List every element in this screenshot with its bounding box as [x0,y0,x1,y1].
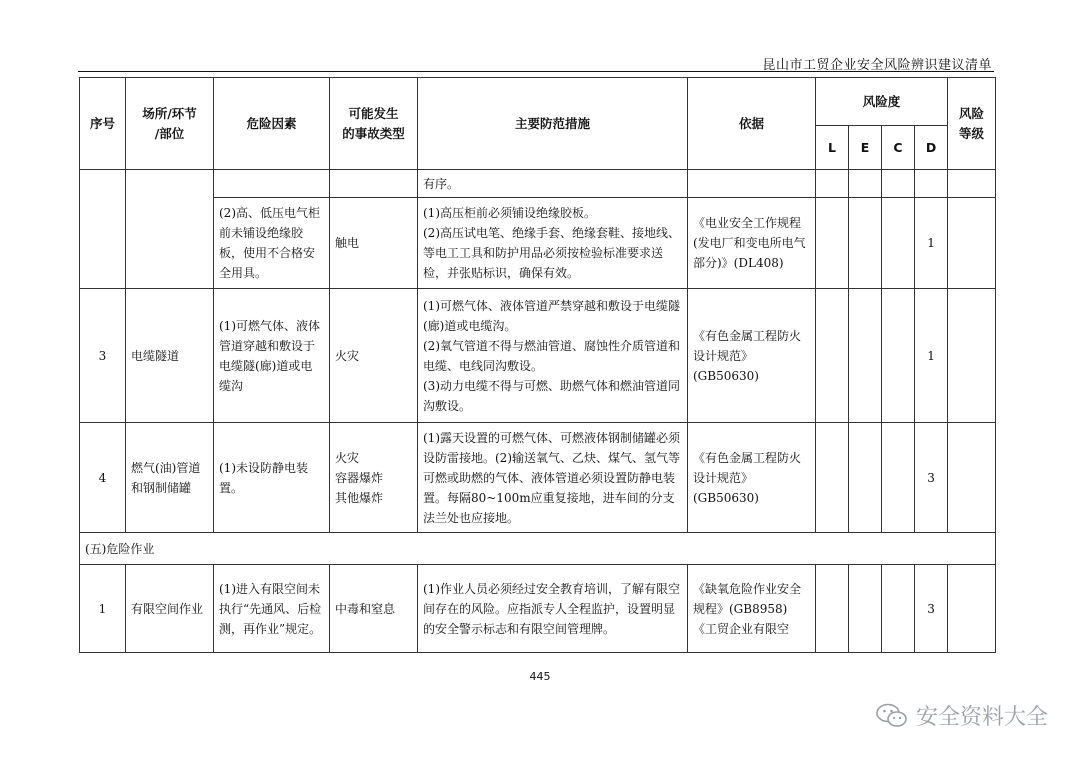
cell-hazard: (1)进入有限空间未执行“先通风、后检测，再作业”规定。 [214,565,330,653]
cell-D: 3 [915,565,948,653]
cell-D: 3 [915,423,948,533]
col-header-hazard: 危险因素 [214,78,330,170]
cell-hazard [214,170,330,198]
cell-seq: 4 [80,423,126,533]
watermark [876,700,1048,731]
col-header-seq: 序号 [80,78,126,170]
cell-measures: (1)高压柜前必须铺设绝缘胶板。 (2)高压试电笔、绝缘手套、绝缘套鞋、接地线、等电工工具和防护用品必须按检验标准要求送检，并张贴标识，确保有效。 [418,198,688,289]
cell-basis: 《缺氧危险作业安全规程》(GB8958) 《工贸企业有限空 [688,565,816,653]
col-header-E: E [849,126,882,170]
document-header-title: 昆山市工贸企业安全风险辨识建议清单 [762,58,992,73]
cell-measures: (1)可燃气体、液体管道严禁穿越和敷设于电缆隧(廊)道或电缆沟。 (2)氧气管道不得与燃油管道、腐蚀性介质管道和电缆、电线同沟敷设。 (3)动力电缆不得与可燃、助燃气体和燃油管道同沟敷设。 [418,289,688,423]
cell-D: 1 [915,289,948,423]
cell-place [126,170,214,289]
cell-basis: 《电业安全工作规程(发电厂和变电所电气部分)》(DL408) [688,198,816,289]
risk-table [79,77,996,653]
col-header-D: D [915,126,948,170]
col-header-C: C [882,126,915,170]
cell-hazard: (1)可燃气体、液体管道穿越和敷设于电缆隧(廊)道或电缆沟 [214,289,330,423]
col-header-measures: 主要防范措施 [418,78,688,170]
cell-measures: (1)作业人员必须经过安全教育培训，了解有限空间存在的风险。应指派专人全程监护，设置明显的安全警示标志和有限空间管理牌。 [418,565,688,653]
table-row [80,423,996,533]
page-number: 445 [529,670,551,683]
col-header-accident: 可能发生 的事故类型 [330,78,418,170]
section-row [80,533,996,565]
col-header-place: 场所/环节 /部位 [126,78,214,170]
cell-accident: 中毒和窒息 [330,565,418,653]
cell-place: 有限空间作业 [126,565,214,653]
cell-accident: 火灾 [330,289,418,423]
cell-basis: 《有色金属工程防火设计规范》(GB50630) [688,289,816,423]
cell-place: 电缆隧道 [126,289,214,423]
col-header-level: 风险 等级 [948,78,996,170]
cell-accident: 火灾 容器爆炸 其他爆炸 [330,423,418,533]
cell-seq: 1 [80,565,126,653]
col-header-risk-degree: 风险度 [816,78,948,126]
wechat-icon [876,703,908,729]
cell-measures: (1)露天设置的可燃气体、可燃液体钢制储罐必须设防雷接地。(2)输送氧气、乙炔、煤气、氢气等可燃或助燃的气体、液体管道必须设置防静电装置。每隔80~100m应重复接地，进车间的分支法兰处也应接地。 [418,423,688,533]
cell-hazard: (1)未设防静电装置。 [214,423,330,533]
watermark-text: 安全资料大全 [915,705,1048,730]
cell-seq [80,170,126,289]
table-row [80,289,996,423]
cell-place: 燃气(油)管道和钢制储罐 [126,423,214,533]
cell-accident [330,170,418,198]
cell-basis [688,170,816,198]
col-header-basis: 依据 [688,78,816,170]
section-label: (五)危险作业 [80,533,996,565]
cell-basis: 《有色金属工程防火设计规范》(GB50630) [688,423,816,533]
col-header-L: L [816,126,849,170]
cell-accident: 触电 [330,198,418,289]
cell-D: 1 [915,198,948,289]
cell-D [915,170,948,198]
cell-seq: 3 [80,289,126,423]
table-row [80,170,996,198]
cell-hazard: (2)高、低压电气柜前未铺设绝缘胶板，使用不合格安全用具。 [214,198,330,289]
table-row [80,565,996,653]
table-row [80,198,996,289]
cell-measures: 有序。 [418,170,688,198]
header-rule [78,71,994,72]
